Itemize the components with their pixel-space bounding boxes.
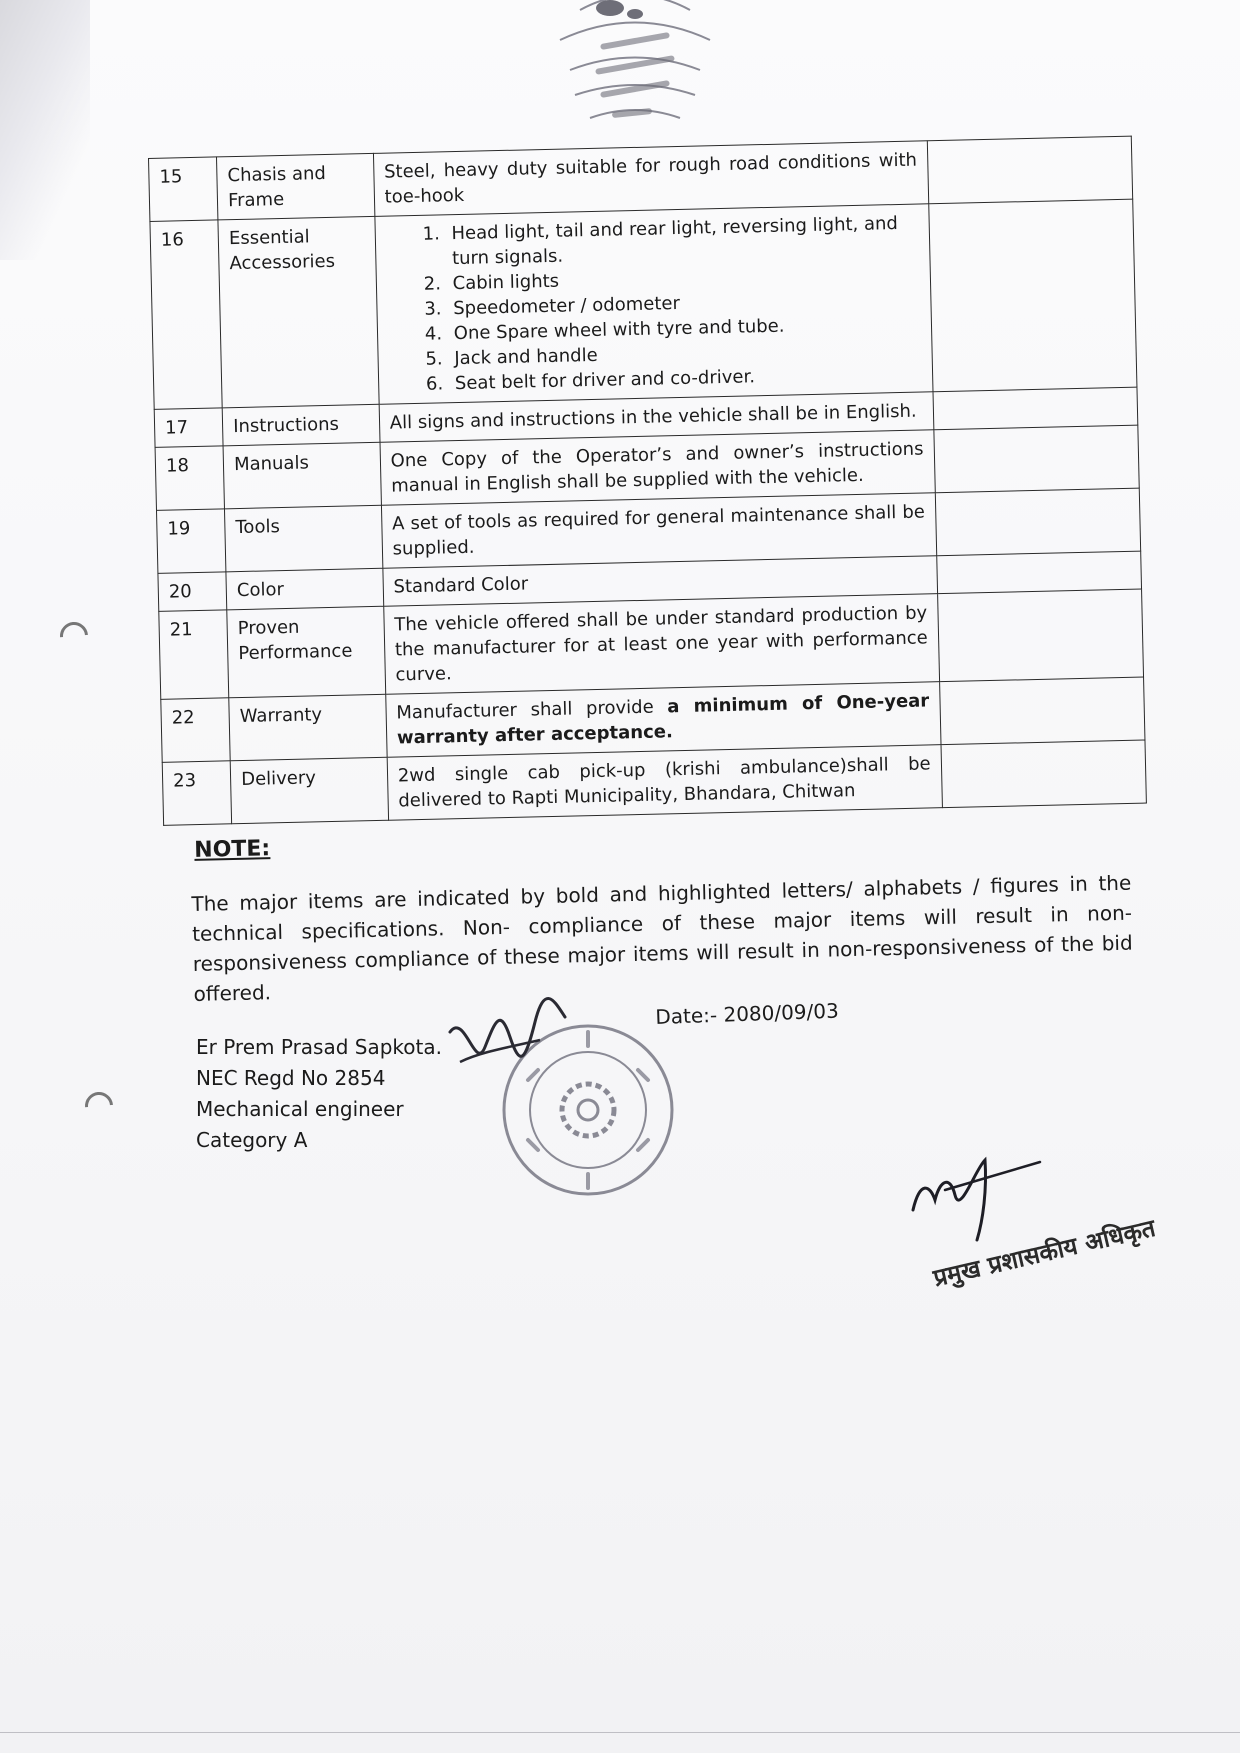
document-date: Date:- 2080/09/03 xyxy=(655,998,840,1029)
engineer-category: Category A xyxy=(196,1128,308,1152)
table-row xyxy=(150,199,1137,409)
item-spec: Steel, heavy duty suitable for rough road conditions with toe-hook xyxy=(373,141,928,217)
municipality-stamp xyxy=(540,0,730,150)
item-spec: 2wd single cab pick-up (krishi ambulance)shall be delivered to Rapti Municipality, Bhandara, Chitwan xyxy=(387,745,942,821)
row-number: 21 xyxy=(159,610,229,700)
item-name: Essential Accessories xyxy=(218,216,379,408)
list-item: 6. Seat belt for driver and co-driver. xyxy=(449,361,922,397)
note-section xyxy=(190,816,1144,1009)
row-number: 15 xyxy=(149,157,219,222)
row-number: 20 xyxy=(158,572,227,612)
item-spec xyxy=(375,204,933,405)
response-cell xyxy=(934,425,1140,493)
punch-hole-mark xyxy=(54,616,93,655)
accessories-list xyxy=(385,211,922,398)
row-number: 23 xyxy=(162,761,232,826)
scan-corner-shadow xyxy=(0,0,90,260)
response-cell xyxy=(933,387,1138,430)
response-cell xyxy=(935,488,1141,556)
response-cell xyxy=(927,136,1133,204)
response-cell xyxy=(928,199,1137,392)
note-title: NOTE: xyxy=(193,836,271,863)
item-name: Instructions xyxy=(222,404,379,446)
list-item: 3. Speedometer / odometer xyxy=(447,286,920,322)
list-item: 2. Cabin lights xyxy=(446,261,919,297)
engineer-role: Mechanical engineer xyxy=(196,1097,404,1121)
row-number: 16 xyxy=(150,220,222,409)
spec-plain-text: Manufacturer shall provide xyxy=(396,696,668,724)
punch-hole-mark xyxy=(79,1086,118,1125)
item-name: Delivery xyxy=(230,757,388,824)
specification-table xyxy=(148,136,1147,826)
item-spec: A set of tools as required for general maintenance shall be supplied. xyxy=(381,493,936,569)
specification-table-wrapper xyxy=(148,136,1147,826)
note-text: The major items are indicated by bold and highlighted letters/ alphabets / figures in the technical specifications. Non- compliance of these major items will result in non-responsiveness compliance of these major items will result in non-responsiveness of the bid offered. xyxy=(191,870,1133,1006)
item-name: Tools xyxy=(225,505,383,572)
row-number: 19 xyxy=(156,509,226,574)
item-spec: The vehicle offered shall be under standard production by the manufacturer for at least one year with performance curve. xyxy=(383,594,939,695)
list-item: 1. Head light, tail and rear light, reversing light, and turn signals. xyxy=(445,211,919,272)
engineer-details xyxy=(196,1032,442,1156)
chief-administrative-officer-title: प्रमुख प्रशासकीय अधिकृत xyxy=(930,1213,1158,1293)
row-number: 18 xyxy=(155,446,225,511)
item-name: Manuals xyxy=(223,442,381,509)
response-cell xyxy=(936,551,1141,594)
response-cell xyxy=(939,677,1145,745)
response-cell xyxy=(937,589,1143,682)
item-spec: Standard Color xyxy=(383,556,938,607)
list-item: 4. One Spare wheel with tyre and tube. xyxy=(448,311,921,347)
item-name: Color xyxy=(226,568,383,610)
item-spec: All signs and instructions in the vehicle shall be in English. xyxy=(379,392,934,443)
page-bottom-edge xyxy=(0,1732,1240,1733)
response-cell xyxy=(941,740,1147,808)
item-spec: One Copy of the Operator’s and owner’s instructions manual in English shall be supplied with the vehicle. xyxy=(380,430,935,506)
engineer-signature xyxy=(440,992,570,1092)
spec-bold-text: a minimum of One-year warranty after acceptance. xyxy=(396,690,930,749)
row-number: 17 xyxy=(154,408,223,448)
item-name: Chasis and Frame xyxy=(217,153,375,220)
item-name: Proven Performance xyxy=(227,606,386,698)
officer-signature xyxy=(905,1140,1045,1250)
item-name: Warranty xyxy=(229,694,387,761)
engineer-regd: NEC Regd No 2854 xyxy=(196,1066,386,1090)
engineer-name: Er Prem Prasad Sapkota. xyxy=(196,1035,442,1059)
list-item: 5. Jack and handle xyxy=(448,336,921,372)
row-number: 22 xyxy=(161,698,231,763)
